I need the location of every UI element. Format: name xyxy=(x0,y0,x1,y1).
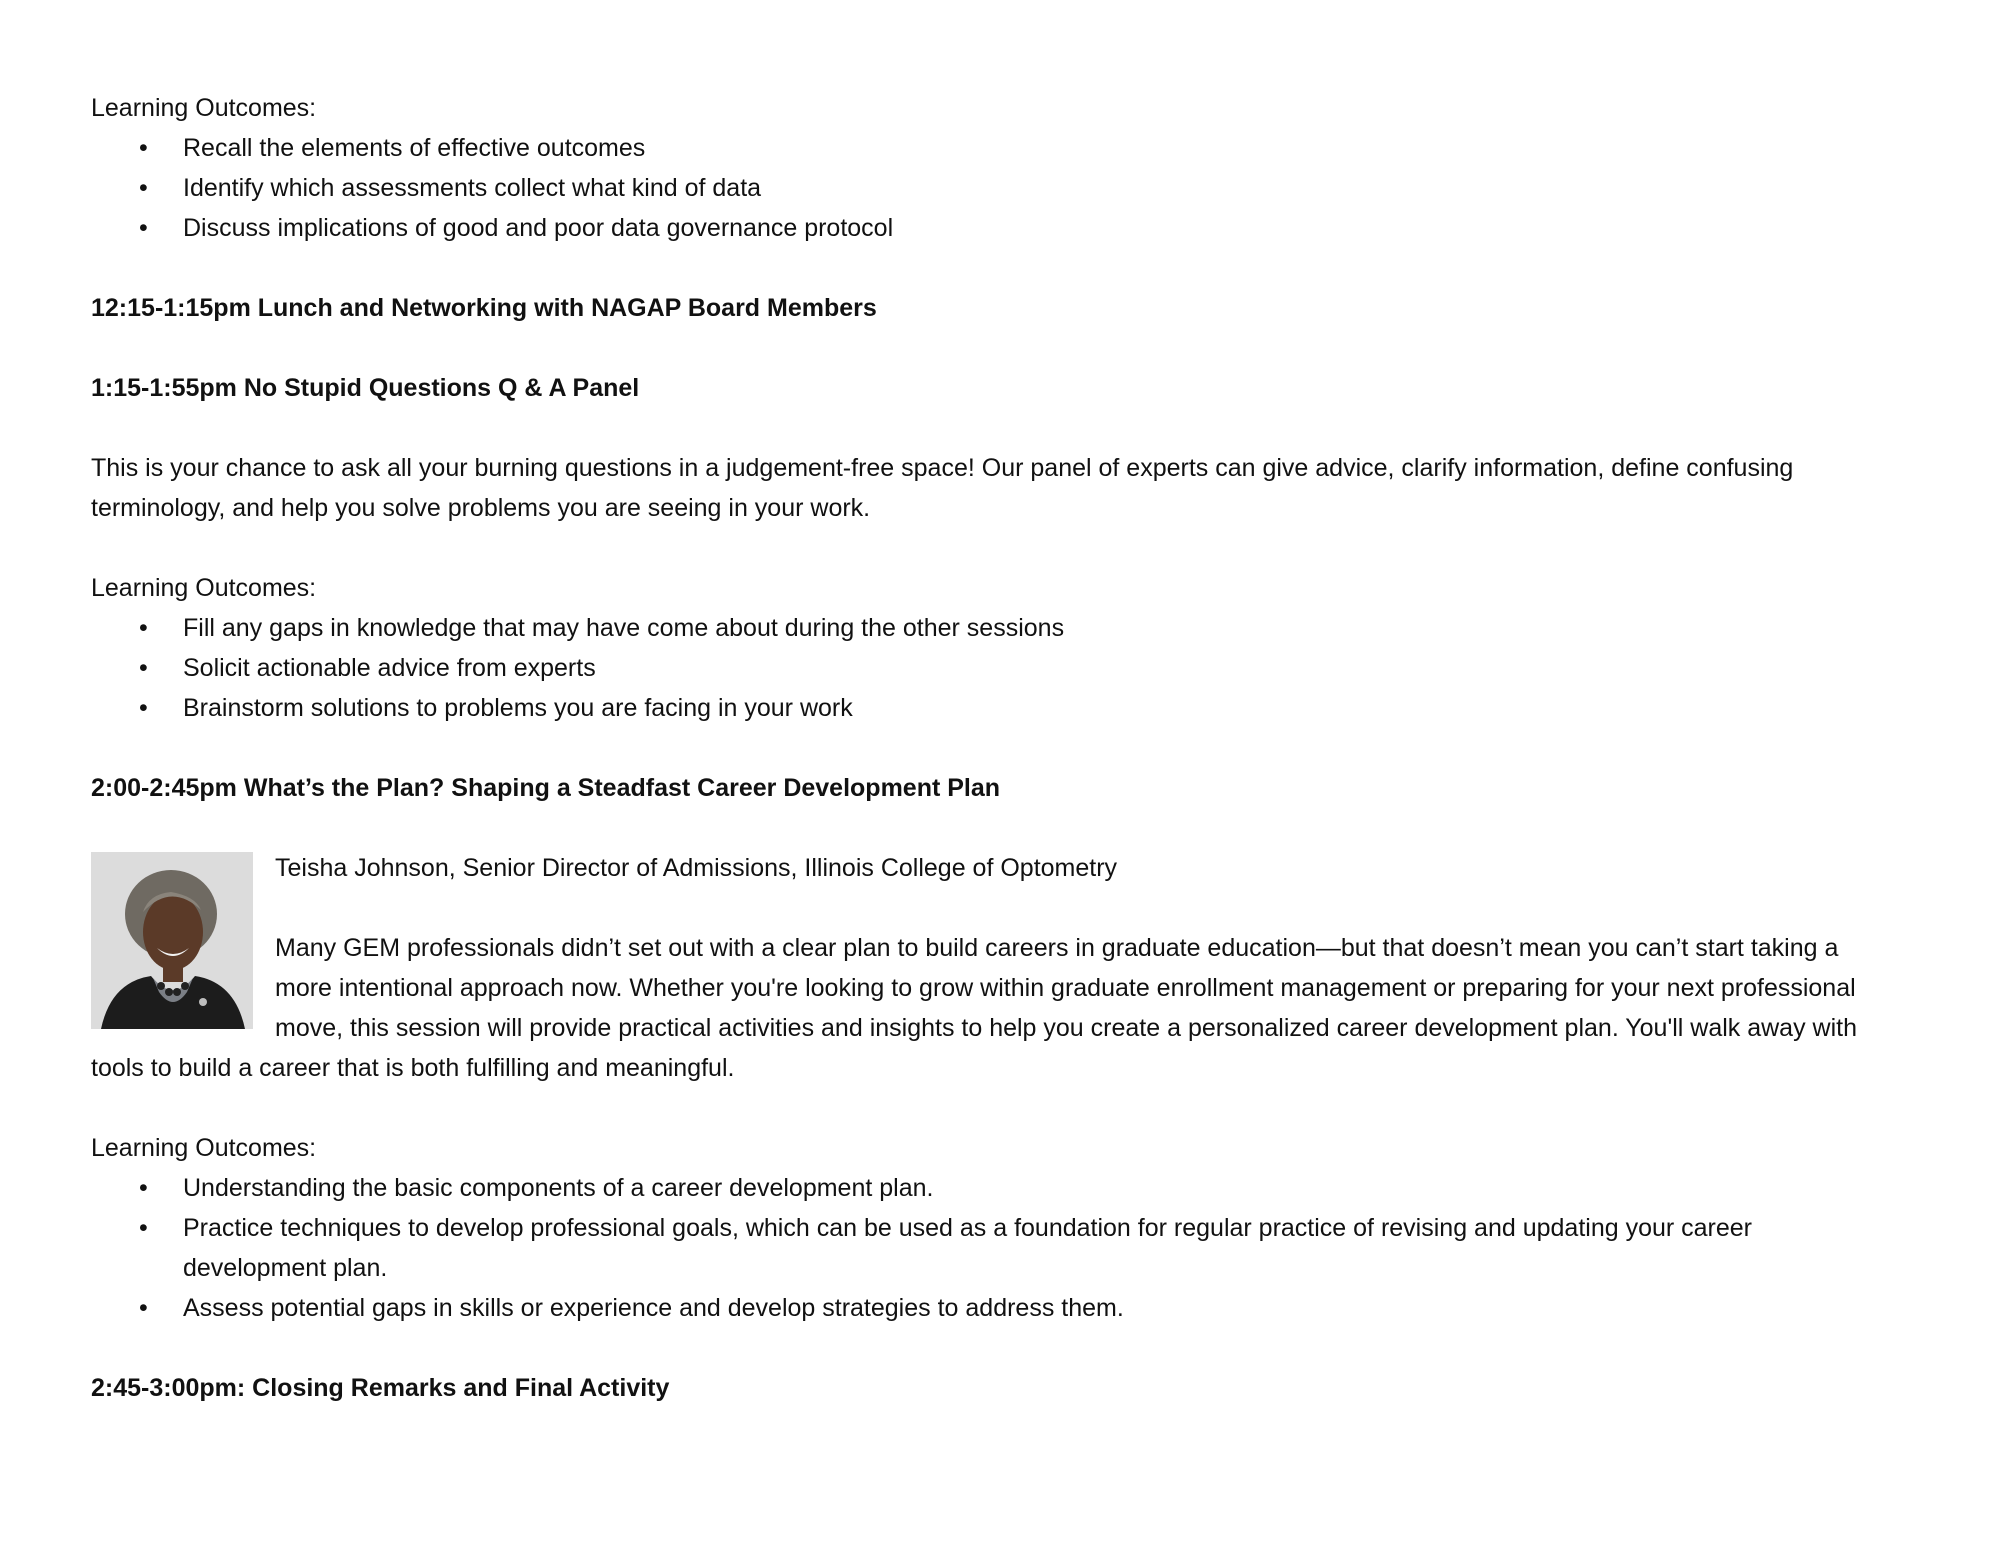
bullet-icon: • xyxy=(139,694,148,722)
bullet-icon: • xyxy=(139,1174,148,1202)
bullet-icon: • xyxy=(139,1214,148,1242)
list-item: • Understanding the basic components of a career development plan. xyxy=(91,1168,1901,1208)
bullet-icon: • xyxy=(139,614,148,642)
outcomes-list xyxy=(91,1168,1901,1328)
speaker-block xyxy=(91,848,1901,1088)
list-item: • Identify which assessments collect what kind of data xyxy=(91,168,1901,208)
bullet-icon: • xyxy=(139,134,148,162)
list-item: • Assess potential gaps in skills or experience and develop strategies to address them. xyxy=(91,1288,1901,1328)
panel-description: This is your chance to ask all your burning questions in a judgement-free space! Our panel of experts can give advice, clarify information, define confusing terminology, and help you solve problems you are seeing in your work. xyxy=(91,454,1794,522)
outcomes-label: Learning Outcomes: xyxy=(91,574,317,602)
list-item: • Fill any gaps in knowledge that may have come about during the other sessions xyxy=(91,608,1901,648)
outcomes-label: Learning Outcomes: xyxy=(91,94,317,122)
speaker-name: Teisha Johnson, Senior Director of Admissions, Illinois College of Optometry xyxy=(275,854,1118,882)
panel-heading: 1:15-1:55pm No Stupid Questions Q & A Panel xyxy=(91,374,640,402)
outcomes-list xyxy=(91,128,1901,248)
lunch-heading: 12:15-1:15pm Lunch and Networking with NAGAP Board Members xyxy=(91,294,877,322)
closing-heading: 2:45-3:00pm: Closing Remarks and Final Activity xyxy=(91,1374,670,1402)
career-heading: 2:00-2:45pm What’s the Plan? Shaping a Steadfast Career Development Plan xyxy=(91,774,1001,802)
bullet-icon: • xyxy=(139,1294,148,1322)
outcomes-list xyxy=(91,608,1901,728)
bullet-icon: • xyxy=(139,654,148,682)
bullet-icon: • xyxy=(139,214,148,242)
career-description: Many GEM professionals didn’t set out with a clear plan to build careers in graduate education—but that doesn’t mean you can’t start taking a more intentional approach now. Whether you're looking to grow within graduate enrollment management or preparing for your next professional move, this session will provide practical activities and insights to help you create a personalized career development plan. You'll walk away with tools to build a career that is both fulfilling and meaningful. xyxy=(91,934,1857,1082)
bullet-icon: • xyxy=(139,174,148,202)
list-item: • Practice techniques to develop professional goals, which can be used as a foundation for regular practice of revising and updating your career development plan. xyxy=(91,1208,1901,1288)
speaker-photo xyxy=(91,852,253,1029)
outcomes-label: Learning Outcomes: xyxy=(91,1134,317,1162)
speaker-portrait-icon xyxy=(91,852,253,1029)
list-item: • Brainstorm solutions to problems you are facing in your work xyxy=(91,688,1901,728)
agenda-page xyxy=(91,88,1901,1408)
list-item: • Solicit actionable advice from experts xyxy=(91,648,1901,688)
list-item: • Recall the elements of effective outcomes xyxy=(91,128,1901,168)
list-item: • Discuss implications of good and poor data governance protocol xyxy=(91,208,1901,248)
